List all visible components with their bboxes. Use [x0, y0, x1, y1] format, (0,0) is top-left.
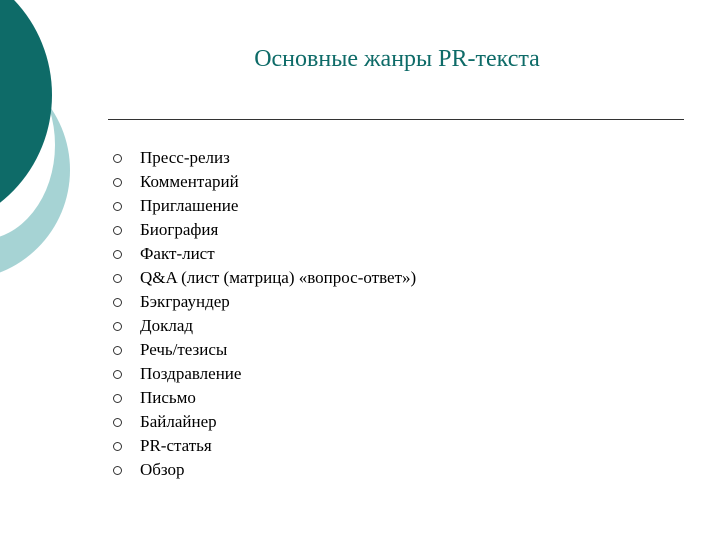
circle-bullet-icon	[113, 226, 122, 235]
list-item-label: Письмо	[140, 388, 196, 407]
circle-bullet-icon	[113, 250, 122, 259]
circle-bullet-icon	[113, 346, 122, 355]
list-item	[113, 242, 416, 266]
list-item-label: PR-статья	[140, 436, 212, 455]
list-item	[113, 386, 416, 410]
list-item	[113, 338, 416, 362]
list-item	[113, 314, 416, 338]
list-item	[113, 194, 416, 218]
circle-bullet-icon	[113, 466, 122, 475]
list-item-label: Бэкграундер	[140, 292, 230, 311]
list-item-label: Пресс-релиз	[140, 148, 230, 167]
list-item-label: Комментарий	[140, 172, 239, 191]
list-item	[113, 146, 416, 170]
circle-bullet-icon	[113, 202, 122, 211]
circle-bullet-icon	[113, 298, 122, 307]
list-item-label: Байлайнер	[140, 412, 217, 431]
list-item	[113, 170, 416, 194]
list-item	[113, 434, 416, 458]
list-item	[113, 410, 416, 434]
circle-bullet-icon	[113, 154, 122, 163]
list-item	[113, 362, 416, 386]
circle-bullet-icon	[113, 394, 122, 403]
list-item-label: Обзор	[140, 460, 185, 479]
list-item-label: Q&A (лист (матрица) «вопрос-ответ»)	[140, 268, 417, 287]
genre-list	[113, 146, 416, 482]
list-item-label: Доклад	[140, 316, 194, 335]
list-item	[113, 266, 416, 290]
circle-bullet-icon	[113, 370, 122, 379]
decorative-circles	[0, 0, 120, 320]
circle-bullet-icon	[113, 442, 122, 451]
list-item-label: Приглашение	[140, 196, 239, 215]
title-divider	[108, 119, 684, 120]
list-item-label: Факт-лист	[140, 244, 215, 263]
list-item	[113, 218, 416, 242]
circle-bullet-icon	[113, 178, 122, 187]
list-item	[113, 290, 416, 314]
circle-bullet-icon	[113, 274, 122, 283]
list-item	[113, 458, 416, 482]
slide-title: Основные жанры PR-текста	[254, 46, 540, 72]
list-item-label: Речь/тезисы	[140, 340, 228, 359]
circle-bullet-icon	[113, 418, 122, 427]
list-item-label: Биография	[140, 220, 219, 239]
list-item-label: Поздравление	[140, 364, 242, 383]
circle-bullet-icon	[113, 322, 122, 331]
